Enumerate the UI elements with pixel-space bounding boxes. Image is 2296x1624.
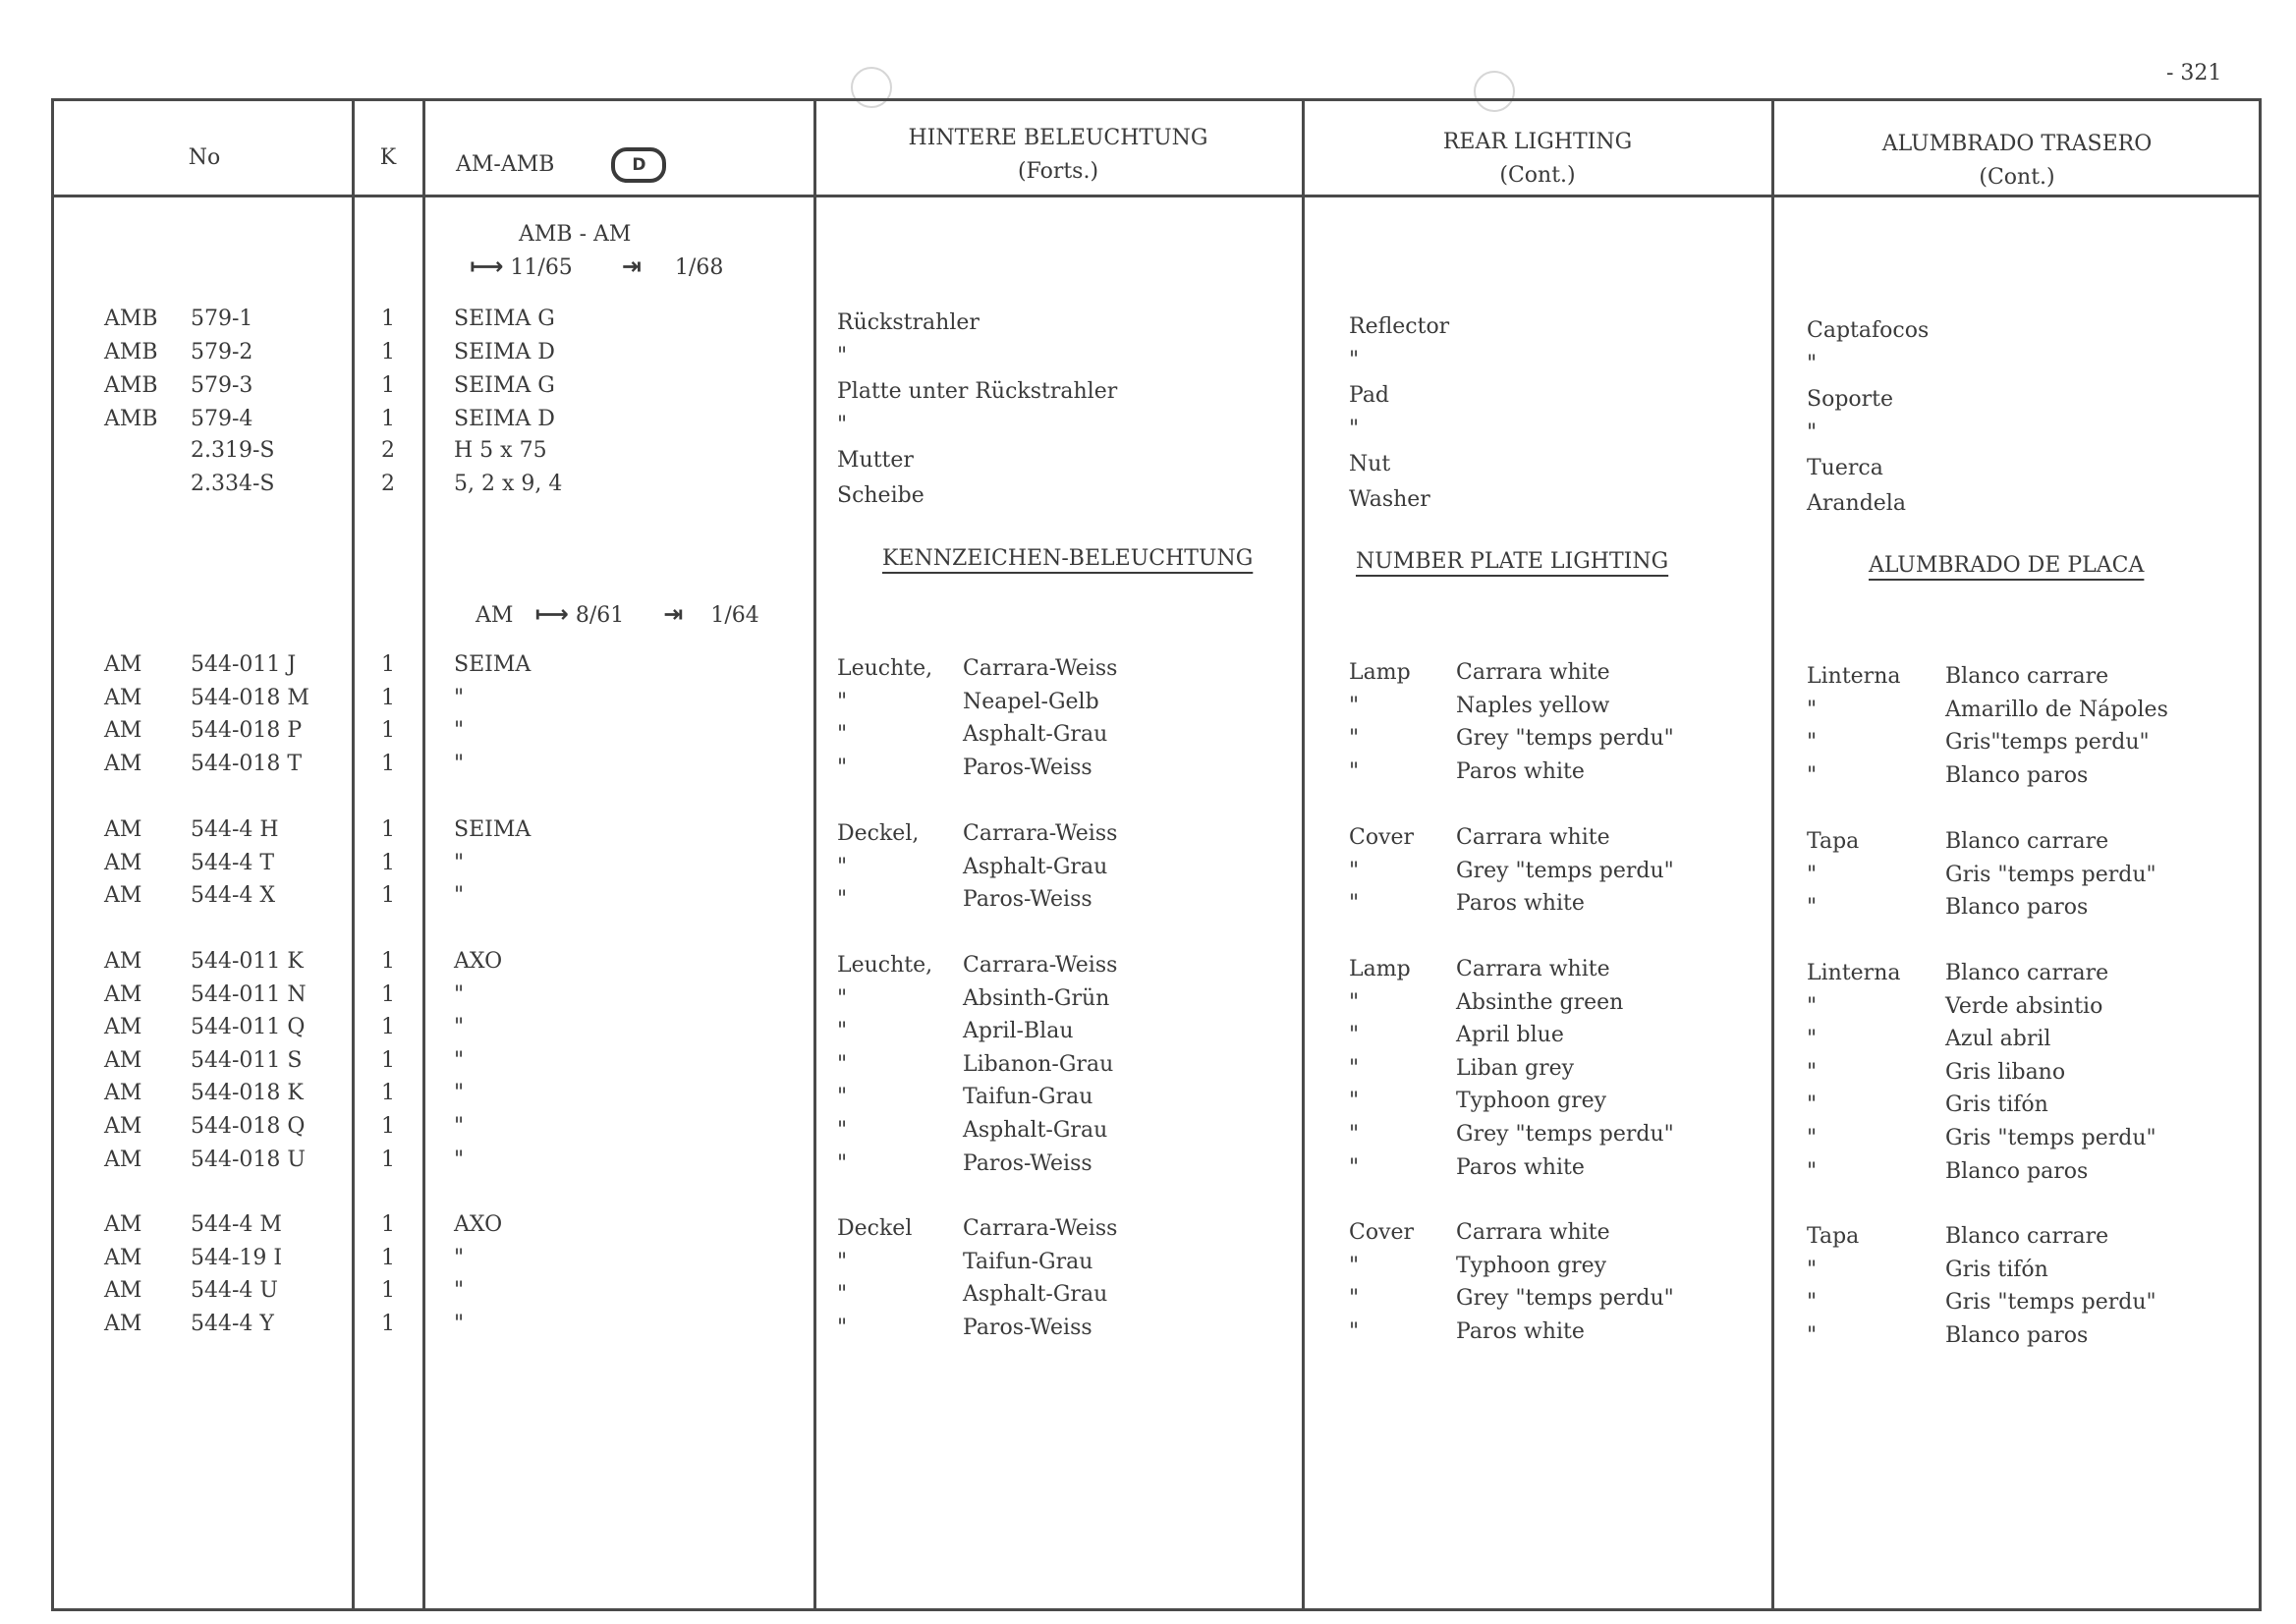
- name-de-type: ": [837, 1052, 848, 1077]
- name-de-type: ": [837, 1316, 848, 1340]
- name-en-color: Carrara white: [1456, 825, 1610, 850]
- name-de-color: Taifun-Grau: [963, 1250, 1093, 1274]
- part-number: 2.319-S: [191, 438, 275, 463]
- name-es-color: Gris "temps perdu": [1945, 863, 2156, 887]
- name-de-color: Asphalt-Grau: [963, 855, 1108, 879]
- name-es-type: ": [1807, 763, 1818, 788]
- from-arrow-icon: ⟼: [534, 600, 569, 628]
- name-es: Captafocos: [1807, 318, 1930, 343]
- part-description: ": [454, 1246, 465, 1270]
- part-description: 5, 2 x 9, 4: [454, 472, 563, 496]
- part-prefix: AMB: [104, 373, 158, 398]
- name-de-color: April-Blau: [963, 1019, 1074, 1043]
- name-de-type: ": [837, 1151, 848, 1176]
- name-en-color: Absinthe green: [1456, 990, 1624, 1015]
- name-en-type: ": [1349, 1319, 1360, 1344]
- region-d-badge: D: [611, 147, 666, 183]
- name-es-color: Azul abril: [1945, 1027, 2051, 1051]
- column-divider: [1771, 98, 1774, 1611]
- part-description: ": [454, 1081, 465, 1105]
- name-en-type: ": [1349, 694, 1360, 718]
- name-es-color: Gris"temps perdu": [1945, 730, 2150, 755]
- name-es-type: ": [1807, 895, 1818, 920]
- part-prefix: AM: [104, 686, 142, 710]
- column-divider: [352, 98, 355, 1611]
- header-es-subtitle: (Cont.): [1979, 165, 2055, 190]
- name-de-color: Taifun-Grau: [963, 1085, 1093, 1109]
- part-number: 579-1: [191, 307, 253, 331]
- quantity: 1: [381, 407, 395, 431]
- quantity: 1: [381, 340, 395, 364]
- quantity: 1: [381, 817, 395, 842]
- part-description: ": [454, 883, 465, 908]
- name-en-color: Grey "temps perdu": [1456, 1286, 1674, 1311]
- header-es: [1775, 128, 2259, 195]
- part-prefix: AM: [104, 718, 142, 743]
- header-en: [1306, 126, 1769, 193]
- part-number: 579-2: [191, 340, 253, 364]
- section2-es-title: ALUMBRADO DE PLACA: [1869, 553, 2145, 578]
- name-de-color: Carrara-Weiss: [963, 821, 1118, 846]
- name-de-color: Asphalt-Grau: [963, 1118, 1108, 1143]
- name-de-color: Paros-Weiss: [963, 887, 1092, 912]
- column-divider: [422, 98, 425, 1611]
- name-es: Soporte: [1807, 387, 1894, 412]
- name-de-color: Libanon-Grau: [963, 1052, 1114, 1077]
- part-number: 544-018 Q: [191, 1114, 306, 1139]
- header-de-subtitle: (Forts.): [1017, 159, 1099, 184]
- quantity: 1: [381, 1114, 395, 1139]
- name-en-color: Typhoon grey: [1456, 1089, 1607, 1113]
- name-en-type: ": [1349, 1056, 1360, 1081]
- part-prefix: AM: [104, 752, 142, 776]
- part-description: ": [454, 1312, 465, 1336]
- part-description: SEIMA G: [454, 373, 555, 398]
- part-number: 544-011 S: [191, 1048, 303, 1073]
- name-es-color: Blanco carrare: [1945, 664, 2109, 689]
- name-es: ": [1807, 352, 1818, 376]
- quantity: 1: [381, 1148, 395, 1172]
- quantity: 1: [381, 752, 395, 776]
- name-de-color: Carrara-Weiss: [963, 953, 1118, 978]
- part-description: SEIMA D: [454, 340, 555, 364]
- part-prefix: AM: [104, 1048, 142, 1073]
- name-en-type: ": [1349, 1122, 1360, 1147]
- column-divider: [813, 98, 816, 1611]
- part-description: AXO: [454, 949, 503, 974]
- name-es-type: ": [1807, 730, 1818, 755]
- quantity: 1: [381, 1246, 395, 1270]
- quantity: 1: [381, 1081, 395, 1105]
- section1-to-date: 1/68: [674, 255, 724, 280]
- part-number: 544-018 M: [191, 686, 309, 710]
- name-es-type: ": [1807, 1092, 1818, 1117]
- part-prefix: AM: [104, 1148, 142, 1172]
- part-number: 544-4 Y: [191, 1312, 274, 1336]
- name-de: ": [837, 344, 848, 368]
- name-de-type: ": [837, 1282, 848, 1307]
- name-de-type: ": [837, 1085, 848, 1109]
- name-es-color: Gris "temps perdu": [1945, 1290, 2156, 1315]
- part-prefix: AM: [104, 1312, 142, 1336]
- name-en: ": [1349, 348, 1360, 372]
- name-de-type: ": [837, 690, 848, 714]
- part-description: ": [454, 1148, 465, 1172]
- name-en: Nut: [1349, 452, 1391, 476]
- name-de: Scheibe: [837, 483, 924, 508]
- part-number: 544-011 N: [191, 982, 307, 1007]
- name-de-color: Absinth-Grün: [963, 986, 1110, 1011]
- name-es-color: Blanco paros: [1945, 895, 2089, 920]
- name-de-type: ": [837, 722, 848, 747]
- name-es-type: ": [1807, 1027, 1818, 1051]
- header-no: No: [188, 145, 221, 170]
- quantity: 2: [381, 472, 395, 496]
- header-en-title: REAR LIGHTING: [1442, 130, 1633, 154]
- name-de-color: Carrara-Weiss: [963, 1216, 1118, 1241]
- name-es-color: Blanco carrare: [1945, 1224, 2109, 1249]
- name-de: Rückstrahler: [837, 310, 980, 335]
- name-en-color: Carrara white: [1456, 1220, 1610, 1245]
- quantity: 1: [381, 1048, 395, 1073]
- header-de-title: HINTERE BELEUCHTUNG: [908, 126, 1208, 150]
- name-de-color: Neapel-Gelb: [963, 690, 1099, 714]
- name-en: Washer: [1349, 487, 1430, 512]
- name-es-type: Linterna: [1807, 664, 1901, 689]
- name-de-color: Asphalt-Grau: [963, 722, 1108, 747]
- section2-validity: [476, 601, 759, 629]
- name-en-color: Naples yellow: [1456, 694, 1610, 718]
- name-en-type: ": [1349, 1155, 1360, 1180]
- header-k: K: [379, 145, 397, 170]
- name-es-type: ": [1807, 1323, 1818, 1348]
- part-number: 2.334-S: [191, 472, 275, 496]
- section2-from-date: 8/61: [575, 603, 625, 628]
- section2-to-date: 1/64: [710, 603, 759, 628]
- part-description: ": [454, 752, 465, 776]
- page-number: - 321: [2166, 61, 2222, 85]
- part-description: ": [454, 851, 465, 875]
- part-prefix: AMB: [104, 407, 158, 431]
- section2-en-title: NUMBER PLATE LIGHTING: [1356, 549, 1669, 574]
- quantity: 1: [381, 949, 395, 974]
- part-description: SEIMA: [454, 817, 532, 842]
- name-es-type: ": [1807, 994, 1818, 1019]
- name-de-type: ": [837, 756, 848, 780]
- part-prefix: AM: [104, 1114, 142, 1139]
- name-es-type: Linterna: [1807, 961, 1901, 985]
- name-es-type: ": [1807, 1126, 1818, 1150]
- name-es-type: ": [1807, 1290, 1818, 1315]
- header-model: [456, 147, 666, 183]
- part-number: 544-19 I: [191, 1246, 283, 1270]
- part-description: H 5 x 75: [454, 438, 547, 463]
- name-en-type: Cover: [1349, 1220, 1415, 1245]
- header-model-label: AM-AMB: [456, 152, 555, 177]
- part-prefix: AM: [104, 982, 142, 1007]
- part-number: 544-018 T: [191, 752, 303, 776]
- name-es: Arandela: [1807, 491, 1906, 516]
- part-description: SEIMA D: [454, 407, 555, 431]
- name-en: Pad: [1349, 383, 1390, 408]
- name-es-type: Tapa: [1807, 1224, 1860, 1249]
- name-en-color: Grey "temps perdu": [1456, 726, 1674, 751]
- part-prefix: AM: [104, 1212, 142, 1237]
- name-es-color: Blanco paros: [1945, 1159, 2089, 1184]
- part-number: 544-018 P: [191, 718, 303, 743]
- part-prefix: AM: [104, 817, 142, 842]
- quantity: 1: [381, 373, 395, 398]
- name-de-color: Paros-Weiss: [963, 756, 1092, 780]
- part-description: ": [454, 1114, 465, 1139]
- name-de-type: ": [837, 986, 848, 1011]
- header-divider: [51, 195, 2262, 197]
- name-es: Tuerca: [1807, 456, 1883, 480]
- name-es-type: ": [1807, 1159, 1818, 1184]
- name-es: ": [1807, 420, 1818, 445]
- part-prefix: AMB: [104, 307, 158, 331]
- quantity: 1: [381, 718, 395, 743]
- name-en-type: ": [1349, 1023, 1360, 1047]
- part-description: SEIMA G: [454, 307, 555, 331]
- name-en-color: Typhoon grey: [1456, 1254, 1607, 1278]
- part-number: 544-018 K: [191, 1081, 304, 1105]
- name-en-type: ": [1349, 1089, 1360, 1113]
- quantity: 2: [381, 438, 395, 463]
- part-prefix: AM: [104, 883, 142, 908]
- part-description: ": [454, 1015, 465, 1039]
- part-prefix: AM: [104, 1015, 142, 1039]
- part-number: 544-4 T: [191, 851, 275, 875]
- name-en-type: Lamp: [1349, 660, 1411, 685]
- section1-from-date: 11/65: [510, 255, 573, 280]
- header-de: [817, 122, 1299, 189]
- name-en-color: Grey "temps perdu": [1456, 859, 1674, 883]
- name-de: ": [837, 413, 848, 437]
- name-de-color: Paros-Weiss: [963, 1151, 1092, 1176]
- quantity: 1: [381, 883, 395, 908]
- part-prefix: AM: [104, 1081, 142, 1105]
- name-es-color: Blanco paros: [1945, 763, 2089, 788]
- name-de: Mutter: [837, 448, 914, 473]
- name-de-type: Deckel: [837, 1216, 913, 1241]
- name-de: Platte unter Rückstrahler: [837, 379, 1118, 404]
- section2-de-title: KENNZEICHEN-BELEUCHTUNG: [882, 546, 1254, 571]
- name-es-color: Verde absintio: [1945, 994, 2103, 1019]
- part-description: ": [454, 982, 465, 1007]
- part-number: 544-4 U: [191, 1278, 278, 1303]
- to-arrow-icon: ⇥: [621, 252, 642, 280]
- name-de-type: ": [837, 1250, 848, 1274]
- name-es-type: ": [1807, 698, 1818, 722]
- name-de-type: Deckel,: [837, 821, 920, 846]
- part-description: AXO: [454, 1212, 503, 1237]
- name-de-type: ": [837, 1019, 848, 1043]
- name-de-type: Leuchte,: [837, 953, 933, 978]
- quantity: 1: [381, 652, 395, 677]
- part-description: ": [454, 1048, 465, 1073]
- name-de-type: ": [837, 887, 848, 912]
- header-es-title: ALUMBRADO TRASERO: [1881, 132, 2153, 156]
- name-de-type: ": [837, 1118, 848, 1143]
- part-number: 544-018 U: [191, 1148, 306, 1172]
- name-en-type: ": [1349, 759, 1360, 784]
- name-en-type: Lamp: [1349, 957, 1411, 981]
- column-divider: [1302, 98, 1305, 1611]
- name-es-type: Tapa: [1807, 829, 1860, 854]
- name-en-color: Paros white: [1456, 759, 1585, 784]
- part-prefix: AM: [104, 1246, 142, 1270]
- name-en-color: Paros white: [1456, 1155, 1585, 1180]
- name-es-color: Blanco carrare: [1945, 829, 2109, 854]
- from-arrow-icon: ⟼: [470, 252, 504, 280]
- quantity: 1: [381, 1312, 395, 1336]
- quantity: 1: [381, 1278, 395, 1303]
- name-es-type: ": [1807, 1060, 1818, 1085]
- name-en-color: Liban grey: [1456, 1056, 1575, 1081]
- name-en-type: ": [1349, 1286, 1360, 1311]
- name-es-color: Blanco carrare: [1945, 961, 2109, 985]
- name-en-color: Carrara white: [1456, 957, 1610, 981]
- name-en-type: ": [1349, 1254, 1360, 1278]
- name-en: ": [1349, 417, 1360, 441]
- part-number: 544-4 H: [191, 817, 279, 842]
- part-number: 579-3: [191, 373, 253, 398]
- name-de-type: Leuchte,: [837, 656, 933, 681]
- quantity: 1: [381, 686, 395, 710]
- part-prefix: AM: [104, 1278, 142, 1303]
- name-en-color: Carrara white: [1456, 660, 1610, 685]
- quantity: 1: [381, 1015, 395, 1039]
- quantity: 1: [381, 851, 395, 875]
- name-en-color: Paros white: [1456, 1319, 1585, 1344]
- name-es-type: ": [1807, 863, 1818, 887]
- name-en-color: Paros white: [1456, 891, 1585, 916]
- part-prefix: AMB: [104, 340, 158, 364]
- part-number: 579-4: [191, 407, 253, 431]
- part-number: 544-011 Q: [191, 1015, 306, 1039]
- name-es-type: ": [1807, 1258, 1818, 1282]
- part-number: 544-011 K: [191, 949, 304, 974]
- name-en-type: ": [1349, 990, 1360, 1015]
- name-es-color: Gris tifón: [1945, 1258, 2048, 1282]
- part-number: 544-4 M: [191, 1212, 282, 1237]
- header-en-subtitle: (Cont.): [1499, 163, 1576, 188]
- name-de-color: Carrara-Weiss: [963, 656, 1118, 681]
- name-en-color: Grey "temps perdu": [1456, 1122, 1674, 1147]
- name-es-color: Blanco paros: [1945, 1323, 2089, 1348]
- part-prefix: AM: [104, 949, 142, 974]
- name-es-color: Gris "temps perdu": [1945, 1126, 2156, 1150]
- name-en-type: ": [1349, 859, 1360, 883]
- quantity: 1: [381, 1212, 395, 1237]
- part-description: ": [454, 1278, 465, 1303]
- part-description: ": [454, 686, 465, 710]
- name-en: Reflector: [1349, 314, 1450, 339]
- part-description: SEIMA: [454, 652, 532, 677]
- section1-validity: [470, 253, 723, 281]
- name-de-type: ": [837, 855, 848, 879]
- part-number: 544-4 X: [191, 883, 276, 908]
- name-de-color: Asphalt-Grau: [963, 1282, 1108, 1307]
- name-en-color: April blue: [1456, 1023, 1564, 1047]
- part-prefix: AM: [104, 652, 142, 677]
- quantity: 1: [381, 307, 395, 331]
- name-en-type: ": [1349, 891, 1360, 916]
- name-es-color: Amarillo de Nápoles: [1945, 698, 2168, 722]
- part-description: ": [454, 718, 465, 743]
- name-es-color: Gris libano: [1945, 1060, 2066, 1085]
- name-en-type: ": [1349, 726, 1360, 751]
- section2-range-label: AM: [476, 603, 514, 628]
- to-arrow-icon: ⇥: [663, 600, 684, 628]
- quantity: 1: [381, 982, 395, 1007]
- section1-range-label: AMB - AM: [519, 222, 632, 247]
- part-number: 544-011 J: [191, 652, 297, 677]
- name-es-color: Gris tifón: [1945, 1092, 2048, 1117]
- part-prefix: AM: [104, 851, 142, 875]
- name-en-type: Cover: [1349, 825, 1415, 850]
- name-de-color: Paros-Weiss: [963, 1316, 1092, 1340]
